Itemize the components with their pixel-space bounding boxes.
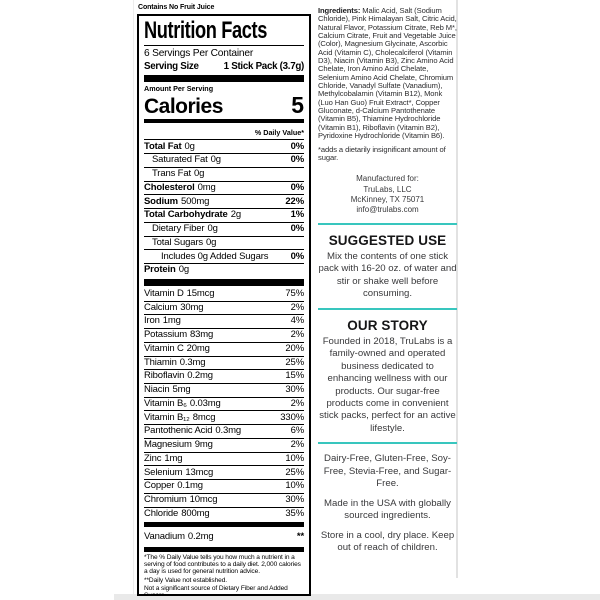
calories-row xyxy=(144,94,304,117)
nutrient-name: Dietary Fiber xyxy=(152,223,205,235)
teal-divider xyxy=(318,308,457,310)
nutrient-name: Niacin xyxy=(144,384,170,396)
nutrient-cell xyxy=(144,265,189,275)
nutrient-amount: 0g xyxy=(178,264,189,276)
nutrient-name: Total Sugars xyxy=(152,236,204,248)
nutrient-cell xyxy=(144,481,203,491)
nutrient-row xyxy=(144,181,304,195)
nutrient-cell xyxy=(144,330,213,340)
nutrient-row xyxy=(144,288,304,301)
nutrient-amount: 0.2mg xyxy=(187,370,213,382)
nutrient-dv: 0% xyxy=(290,154,304,166)
nutrient-row xyxy=(144,438,304,452)
ingredients-paragraph xyxy=(318,7,457,141)
nutrient-name: Sodium xyxy=(144,195,178,207)
manufacturer-line: info@trulabs.com xyxy=(356,205,419,215)
nutrient-dv: 2% xyxy=(290,397,304,409)
nutrient-cell xyxy=(144,316,181,326)
nutrient-name: Copper xyxy=(144,480,175,492)
nutrient-row xyxy=(144,301,304,315)
nutrient-dv: 2% xyxy=(290,301,304,313)
nutrient-amount: 1mg xyxy=(164,452,183,464)
nutrition-facts-box xyxy=(137,14,311,596)
suggested-use-body: Mix the contents of one stick pack with 16-20 oz. of water and stir or shake well before consuming. xyxy=(318,250,457,300)
nutrient-cell xyxy=(144,344,210,354)
nutrient-name: Vitamin C xyxy=(144,342,184,354)
nutrient-cell xyxy=(144,413,215,423)
macronutrient-rows xyxy=(144,140,304,276)
nutrient-row xyxy=(144,397,304,411)
nutrient-dv: 35% xyxy=(285,507,304,519)
nutrient-amount: 0.03mg xyxy=(189,397,221,409)
thick-divider-bar xyxy=(144,522,304,527)
daily-value-header: % Daily Value* xyxy=(144,125,304,140)
nutrient-name: Vitamin B₁₂ xyxy=(144,411,190,423)
storage-note-text: Store in a cool, dry place. Keep out of reach of children. xyxy=(320,529,455,554)
nutrient-dv: 20% xyxy=(285,342,304,354)
nutrient-dv: ** xyxy=(296,530,304,542)
nutrient-amount: 0.3mg xyxy=(179,356,206,368)
nutrient-amount: 0.1mg xyxy=(177,480,203,492)
made-in-usa-text: Made in the USA with globally sourced ingredients. xyxy=(324,497,451,522)
free-claims-text: Dairy-Free, Gluten-Free, Soy-Free, Stevia-Free, and Sugar-Free. xyxy=(323,453,452,490)
nutrient-cell xyxy=(152,169,204,179)
nutrient-amount: 500mg xyxy=(180,195,210,207)
nutrient-cell xyxy=(144,358,205,368)
nutrient-row xyxy=(144,465,304,479)
nutrient-amount: 83mg xyxy=(190,329,214,341)
nutrient-name: Zinc xyxy=(144,452,162,464)
nutrient-dv: 25% xyxy=(285,466,304,478)
footnote-line: Not a significant source of Dietary Fiber and Added Sugars xyxy=(144,585,288,596)
nutrient-dv: 0% xyxy=(290,223,304,235)
our-story-title: OUR STORY xyxy=(347,317,428,333)
footnote-line: *The % Daily Value tells you how much a nutrient in a serving of food contributes to a daily diet. 2,000 calories a day is used for general nutrition advice. xyxy=(144,553,301,576)
nutrient-row xyxy=(144,263,304,277)
nutrient-dv: 0% xyxy=(290,140,304,152)
nutrient-name: Magnesium xyxy=(144,439,192,451)
nutrient-amount: 20mg xyxy=(186,342,210,354)
nutrient-dv: 75% xyxy=(285,288,304,300)
nutrient-name: Vitamin D xyxy=(144,288,184,300)
nutrient-amount: 9mg xyxy=(194,439,213,451)
nutrient-dv: 10% xyxy=(285,480,304,492)
nutrient-name: Calcium xyxy=(144,301,178,313)
nutrient-amount: 0.2mg xyxy=(187,530,214,542)
nutrient-cell xyxy=(144,142,195,152)
nutrient-name: Iron xyxy=(144,315,160,327)
teal-divider xyxy=(318,223,457,225)
nutrient-amount: 13mcg xyxy=(185,466,214,478)
calories-value: 5 xyxy=(291,92,304,119)
nutrient-cell xyxy=(144,210,241,220)
nutrient-amount: 0g xyxy=(184,140,195,152)
nutrient-cell xyxy=(144,532,214,542)
nutrient-row xyxy=(144,424,304,438)
nutrient-row xyxy=(144,452,304,466)
calories-label: Calories xyxy=(144,95,223,119)
nutrient-row xyxy=(144,493,304,507)
nutrient-name: Cholesterol xyxy=(144,181,195,193)
sugar-disclaimer-note: *adds a dietarily insignificant amount of sugar. xyxy=(318,144,446,162)
nutrient-cell xyxy=(152,238,216,248)
label-left-edge xyxy=(133,0,134,594)
servings-per-container: 6 Servings Per Container xyxy=(144,48,254,59)
nutrient-cell xyxy=(144,454,182,464)
serving-size-row xyxy=(144,61,304,74)
nutrient-dv: 0% xyxy=(290,181,304,193)
manufacturer-line: Manufactured for: xyxy=(356,174,419,184)
nutrition-facts-title-block xyxy=(144,19,304,46)
medium-divider-bar xyxy=(144,119,304,123)
nutrient-dv: 4% xyxy=(290,315,304,327)
vitamin-mineral-rows xyxy=(144,288,304,520)
nutrient-row xyxy=(144,314,304,328)
nutrient-row xyxy=(144,410,304,424)
nutrient-row xyxy=(144,479,304,493)
nutrient-row xyxy=(144,194,304,208)
nutrient-cell xyxy=(144,289,214,299)
nutrition-facts-title: Nutrition Facts xyxy=(144,17,268,44)
nutrient-amount: 0mg xyxy=(197,181,216,193)
nutrient-dv: 22% xyxy=(285,195,304,207)
nutrient-cell xyxy=(144,371,213,381)
vanadium-row xyxy=(144,529,304,544)
nutrient-cell xyxy=(144,303,203,313)
nutrient-amount: 0.3mg xyxy=(215,425,242,437)
nutrient-cell xyxy=(144,495,217,505)
nutrient-name: Includes 0g Added Sugars xyxy=(161,250,269,262)
nutrient-amount: 5mg xyxy=(172,384,191,396)
ingredients-text: Malic Acid, Salt (Sodium Chloride), Pink Himalayan Salt, Citric Acid, Natural Flavor, Potassium Citrate, Reb M*, Calcium Citrate, Fruit and Vegetable Juice (Color), Magnesium Glycinate, Ascorbic Acid (Vitamin C), Cholecalciferol (Vitamin D3), Niacin (Vitamin B3), Zinc Amino Acid Chelate, Iron Amino Acid Chelate, Selenium Amino Acid Chelate, Chromium Chloride, Vanadyl Sulfate (Vanadium), Methylcobalamin (Vitamin B12), Monk (Luo Han Guo) Fruit Extract*, Copper Gluconate, d-Calcium Pantothenate (Vitamin B5), Thiamine Hydrochloride (Vitamin B1), Riboflavin (Vitamin B2), Pyridoxine Hydrochloride (Vitamin B6). xyxy=(318,6,457,141)
nutrient-dv: 10% xyxy=(285,452,304,464)
nutrient-amount: 30mg xyxy=(180,301,204,313)
manufacturer-line: McKinney, TX 75071 xyxy=(350,194,425,204)
nutrient-name: Trans Fat xyxy=(152,168,191,180)
nutrient-amount: 800mg xyxy=(181,507,210,519)
nutrient-cell xyxy=(144,468,213,478)
nutrient-cell xyxy=(144,509,210,519)
nutrient-amount: 8mcg xyxy=(192,411,216,423)
serving-size-value: 1 Stick Pack (3.7g) xyxy=(223,60,304,72)
manufacturer-block xyxy=(318,174,457,216)
nutrient-name: Total Carbohydrate xyxy=(144,209,228,221)
nutrient-row xyxy=(144,328,304,342)
nutrient-amount: 0g xyxy=(193,168,205,180)
nutrient-amount: 15mcg xyxy=(186,288,215,300)
nutrient-dv: 1% xyxy=(290,209,304,221)
nutrient-cell xyxy=(152,155,221,165)
nutrient-row xyxy=(144,356,304,370)
contains-no-fruit-juice-note: Contains No Fruit Juice xyxy=(138,4,215,11)
suggested-use-title: SUGGESTED USE xyxy=(328,232,447,248)
nutrient-cell xyxy=(144,440,213,450)
footnotes-block xyxy=(144,554,304,596)
nutrient-name: Selenium xyxy=(144,466,183,478)
nutrient-name: Protein xyxy=(144,264,176,276)
manufacturer-line: TruLabs, LLC xyxy=(363,184,412,194)
nutrient-cell xyxy=(144,183,216,193)
nutrient-dv: 30% xyxy=(285,494,304,506)
ingredients-label: Ingredients: xyxy=(318,6,361,15)
nutrient-row xyxy=(144,342,304,356)
nutrient-cell xyxy=(161,252,271,262)
amount-per-serving-label: Amount Per Serving xyxy=(144,84,214,94)
thick-divider-bar xyxy=(144,279,304,286)
thick-divider-bar xyxy=(144,547,304,552)
our-story-body: Founded in 2018, TruLabs is a family-owned and operated business dedicated to enhancing wellness with our products. Our sugar-free products come in convenient stick packs, perfect for an active lifestyle. xyxy=(319,335,456,434)
nutrient-dv: 15% xyxy=(285,370,304,382)
nutrient-amount: 10mcg xyxy=(189,494,218,506)
nutrient-row xyxy=(144,153,304,167)
nutrient-amount: 2g xyxy=(230,209,241,221)
nutrient-cell xyxy=(144,426,241,436)
nutrient-name: Potassium xyxy=(144,329,188,341)
nutrient-row xyxy=(144,383,304,397)
nutrient-amount: 0g xyxy=(207,223,218,235)
nutrient-row xyxy=(144,208,304,222)
serving-size-label: Serving Size xyxy=(144,60,199,72)
nutrient-name: Thiamin xyxy=(144,356,177,368)
nutrient-cell xyxy=(144,385,191,395)
nutrient-amount: 0g xyxy=(210,154,221,166)
nutrient-amount: 0g xyxy=(206,236,217,248)
nutrient-cell xyxy=(144,197,209,207)
nutrient-name: Vanadium xyxy=(144,530,185,542)
nutrient-amount: 1mg xyxy=(162,315,181,327)
nutrient-row xyxy=(144,369,304,383)
nutrient-dv: 0% xyxy=(290,250,304,262)
nutrient-row xyxy=(144,222,304,236)
nutrient-dv: 25% xyxy=(285,356,304,368)
nutrient-row xyxy=(144,140,304,153)
nutrient-dv: 2% xyxy=(290,329,304,341)
nutrient-row xyxy=(144,236,304,250)
nutrient-row xyxy=(144,507,304,521)
nutrient-name: Vitamin B₆ xyxy=(144,397,187,409)
nutrient-dv: 2% xyxy=(290,439,304,451)
nutrient-cell xyxy=(144,399,221,409)
nutrient-dv: 330% xyxy=(280,411,304,423)
nutrient-dv: 6% xyxy=(290,425,304,437)
nutrient-row xyxy=(144,249,304,263)
nutrition-panel xyxy=(137,4,311,596)
nutrient-name: Chloride xyxy=(144,507,179,519)
nutrient-name: Saturated Fat xyxy=(152,154,208,166)
nutrient-dv: 30% xyxy=(285,384,304,396)
nutrient-name: Chromium xyxy=(144,494,187,506)
teal-divider xyxy=(318,442,457,444)
info-panel xyxy=(318,7,457,555)
nutrient-cell xyxy=(152,224,218,234)
nutrient-name: Pantothenic Acid xyxy=(144,425,213,437)
thick-divider-bar xyxy=(144,75,304,82)
nutrient-name: Total Fat xyxy=(144,140,182,152)
nutrient-name: Riboflavin xyxy=(144,370,185,382)
footnote-line: **Daily Value not established. xyxy=(144,576,228,584)
nutrient-row xyxy=(144,167,304,181)
